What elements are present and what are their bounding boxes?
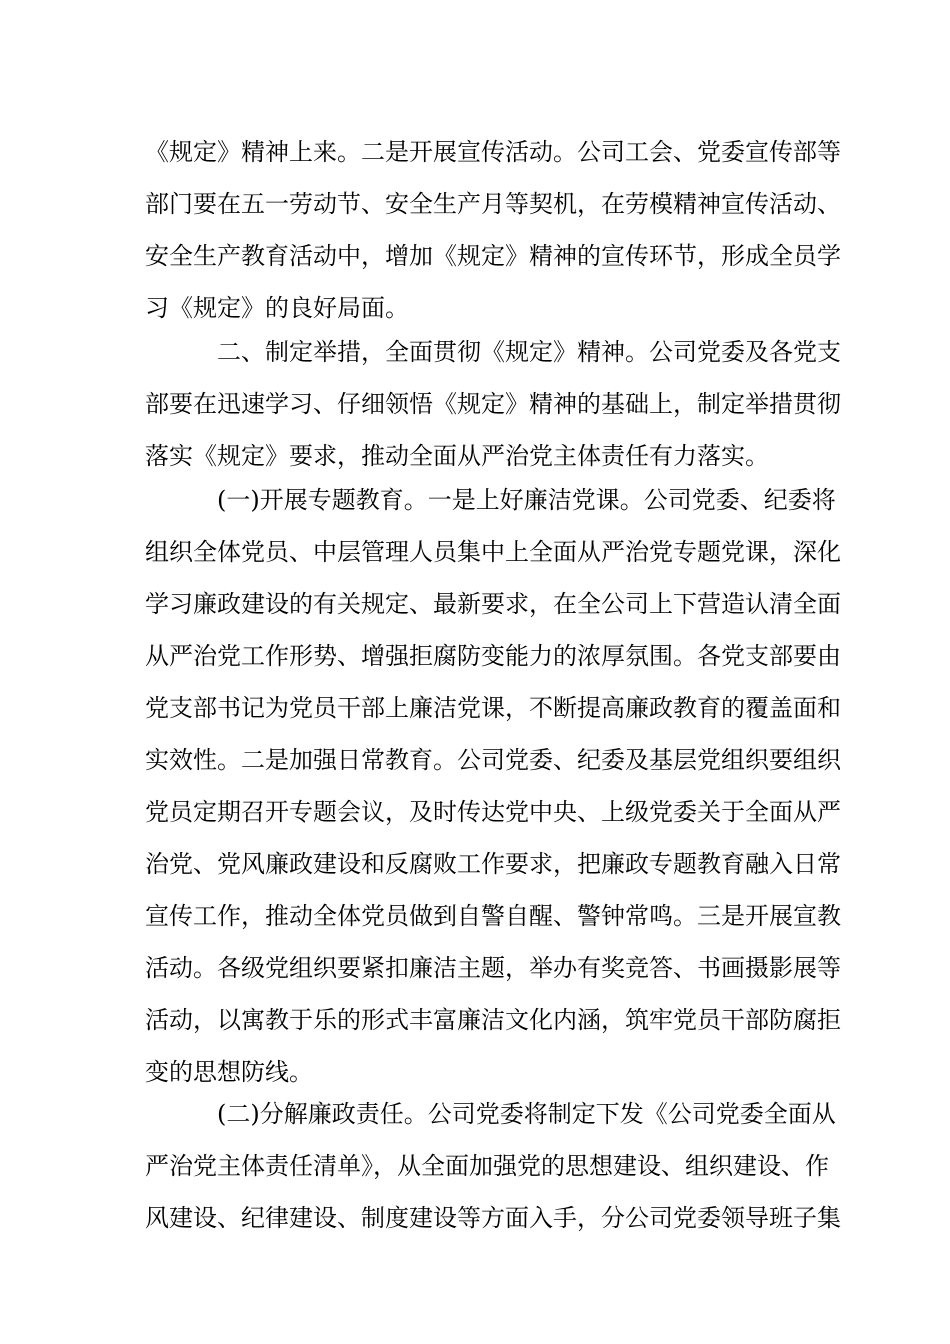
paragraph-line: (二)分解廉政责任。公司党委将制定下发《公司党委全面从 bbox=[217, 1100, 836, 1128]
paragraph-line: 党员定期召开专题会议，及时传达党中央、上级党委关于全面从严 bbox=[145, 798, 841, 826]
paragraph-1 bbox=[145, 126, 841, 334]
paragraph-4 bbox=[145, 1088, 841, 1244]
paragraph-line: 宣传工作，推动全体党员做到自警自醒、警钟常鸣。三是开展宣教 bbox=[145, 902, 841, 930]
paragraph-line: 学习廉政建设的有关规定、最新要求，在全公司上下营造认清全面 bbox=[145, 590, 841, 618]
paragraph-line: 习《规定》的良好局面。 bbox=[145, 294, 409, 322]
paragraph-line: 从严治党工作形势、增强拒腐防变能力的浓厚氛围。各党支部要由 bbox=[145, 642, 841, 670]
paragraph-line: (一)开展专题教育。一是上好廉洁党课。公司党委、纪委将 bbox=[217, 486, 836, 514]
paragraph-line: 二、制定举措，全面贯彻《规定》精神。公司党委及各党支 bbox=[217, 338, 841, 366]
paragraph-line: 部门要在五一劳动节、安全生产月等契机，在劳模精神宣传活动、 bbox=[145, 190, 841, 218]
paragraph-line: 部要在迅速学习、仔细领悟《规定》精神的基础上，制定举措贯彻 bbox=[145, 390, 841, 418]
paragraph-line: 风建设、纪律建设、制度建设等方面入手，分公司党委领导班子集 bbox=[145, 1204, 841, 1232]
paragraph-line: 治党、党风廉政建设和反腐败工作要求，把廉政专题教育融入日常 bbox=[145, 850, 841, 878]
paragraph-3 bbox=[145, 474, 841, 1098]
paragraph-line: 严治党主体责任清单》，从全面加强党的思想建设、组织建设、作 bbox=[145, 1152, 829, 1180]
paragraph-2 bbox=[145, 326, 841, 482]
paragraph-line: 党支部书记为党员干部上廉洁党课，不断提高廉政教育的覆盖面和 bbox=[145, 694, 841, 722]
paragraph-line: 活动，以寓教于乐的形式丰富廉洁文化内涵，筑牢党员干部防腐拒 bbox=[145, 1006, 841, 1034]
paragraph-line: 活动。各级党组织要紧扣廉洁主题，举办有奖竞答、书画摄影展等 bbox=[145, 954, 841, 982]
paragraph-line: 《规定》精神上来。二是开展宣传活动。公司工会、党委宣传部等 bbox=[145, 138, 841, 166]
paragraph-line: 落实《规定》要求，推动全面从严治党主体责任有力落实。 bbox=[145, 442, 769, 470]
paragraph-line: 组织全体党员、中层管理人员集中上全面从严治党专题党课，深化 bbox=[145, 538, 841, 566]
paragraph-line: 变的思想防线。 bbox=[145, 1058, 313, 1086]
paragraph-line: 安全生产教育活动中，增加《规定》精神的宣传环节，形成全员学 bbox=[145, 242, 841, 270]
paragraph-line: 实效性。二是加强日常教育。公司党委、纪委及基层党组织要组织 bbox=[145, 746, 841, 774]
